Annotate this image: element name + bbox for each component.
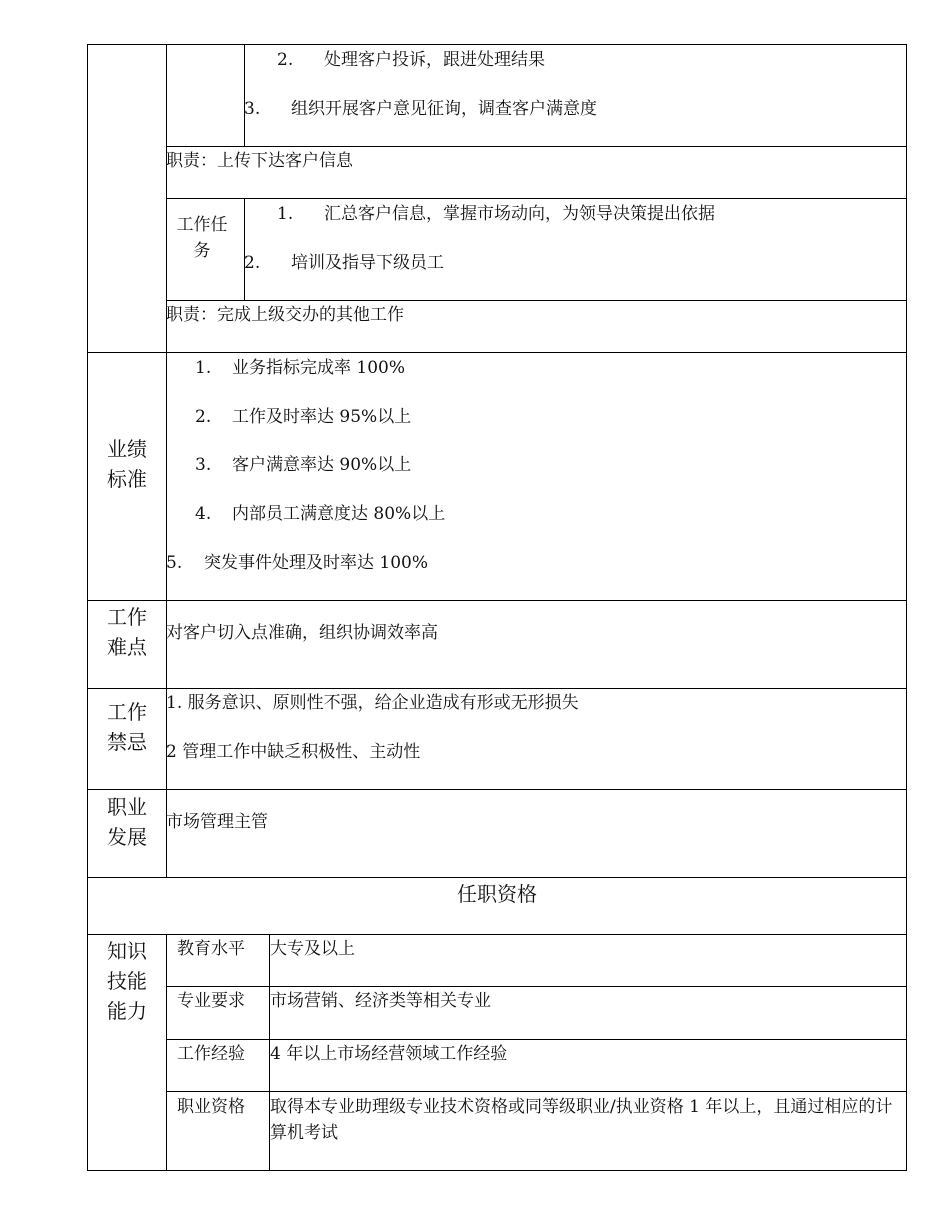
task-item bbox=[277, 49, 545, 71]
qualification-row-divider bbox=[166, 1091, 907, 1092]
task-item bbox=[244, 98, 597, 120]
taboo-label-text: 工作禁忌 bbox=[107, 700, 147, 754]
row-divider bbox=[166, 146, 907, 147]
taboo-item: 2 管理工作中缺乏积极性、主动性 bbox=[166, 742, 421, 762]
duty-title: 职责：上传下达客户信息 bbox=[166, 151, 353, 171]
section-divider bbox=[87, 352, 907, 353]
qualification-row-divider bbox=[166, 986, 907, 987]
task-column-divider-2 bbox=[244, 198, 245, 300]
performance-item bbox=[195, 503, 445, 525]
taboo-label bbox=[100, 697, 154, 757]
qualification-row-value: 大专及以上 bbox=[270, 939, 355, 959]
task-text: 组织开展客户意见征询，调查客户满意度 bbox=[291, 99, 597, 119]
task-number: 3. bbox=[244, 99, 261, 119]
task-text: 汇总客户信息，掌握市场动向，为领导决策提出依据 bbox=[324, 204, 715, 224]
qualification-label-text: 知识技能能力 bbox=[107, 939, 147, 1023]
task-label: 工作任务 bbox=[176, 215, 228, 261]
career-text: 市场管理主管 bbox=[166, 812, 268, 832]
task-text: 处理客户投诉，跟进处理结果 bbox=[324, 50, 545, 70]
task-item bbox=[244, 252, 444, 274]
qualification-row-name: 教育水平 bbox=[177, 939, 245, 959]
difficulty-text: 对客户切入点准确，组织协调效率高 bbox=[166, 623, 438, 643]
task-number: 2. bbox=[277, 50, 294, 70]
task-number: 1. bbox=[277, 204, 294, 224]
item-number: 3. bbox=[195, 455, 212, 475]
career-label bbox=[100, 792, 154, 852]
performance-label-text: 业绩标准 bbox=[107, 437, 147, 491]
task-text: 培训及指导下级员工 bbox=[291, 253, 444, 273]
section-divider bbox=[87, 688, 907, 689]
qualification-row-value: 取得本专业助理级专业技术资格或同等级职业/执业资格 1 年以上，且通过相应的计算机考试 bbox=[270, 1097, 893, 1143]
item-number: 5. bbox=[166, 553, 183, 573]
performance-item bbox=[195, 454, 411, 476]
qualification-row-value: 市场营销、经济类等相关专业 bbox=[270, 991, 491, 1011]
qualification-row-name: 工作经验 bbox=[177, 1044, 245, 1064]
performance-item bbox=[166, 552, 428, 574]
performance-item bbox=[195, 406, 411, 428]
task-item bbox=[277, 203, 715, 225]
item-text: 内部员工满意度达 80%以上 bbox=[232, 504, 446, 524]
row-divider bbox=[166, 198, 907, 199]
performance-item bbox=[195, 357, 405, 379]
qualification-title: 任职资格 bbox=[457, 882, 537, 906]
task-number: 2. bbox=[244, 253, 261, 273]
item-text: 业务指标完成率 100% bbox=[232, 358, 406, 378]
difficulty-label bbox=[100, 602, 154, 662]
section-divider bbox=[87, 600, 907, 601]
item-number: 4. bbox=[195, 504, 212, 524]
task-column-divider-1 bbox=[244, 44, 245, 146]
section-divider bbox=[87, 934, 907, 935]
qualification-row-value: 4 年以上市场经营领域工作经验 bbox=[270, 1044, 508, 1064]
item-number: 2. bbox=[195, 407, 212, 427]
label-column-divider-2 bbox=[166, 934, 167, 1171]
taboo-item: 1. 服务意识、原则性不强，给企业造成有形或无形损失 bbox=[166, 693, 579, 713]
qualification-label bbox=[100, 936, 154, 1026]
qualification-row-name: 专业要求 bbox=[177, 991, 245, 1011]
item-text: 突发事件处理及时率达 100% bbox=[204, 553, 429, 573]
item-text: 工作及时率达 95%以上 bbox=[232, 407, 412, 427]
difficulty-label-text: 工作难点 bbox=[107, 605, 147, 659]
item-text: 客户满意率达 90%以上 bbox=[232, 455, 412, 475]
qualification-row-divider bbox=[166, 1039, 907, 1040]
section-divider bbox=[87, 877, 907, 878]
section-divider bbox=[87, 789, 907, 790]
career-label-text: 职业发展 bbox=[107, 795, 147, 849]
qualification-row-name: 职业资格 bbox=[177, 1097, 245, 1117]
row-divider bbox=[166, 300, 907, 301]
performance-label bbox=[100, 434, 154, 494]
item-number: 1. bbox=[195, 358, 212, 378]
duty-title: 职责：完成上级交办的其他工作 bbox=[166, 305, 404, 325]
